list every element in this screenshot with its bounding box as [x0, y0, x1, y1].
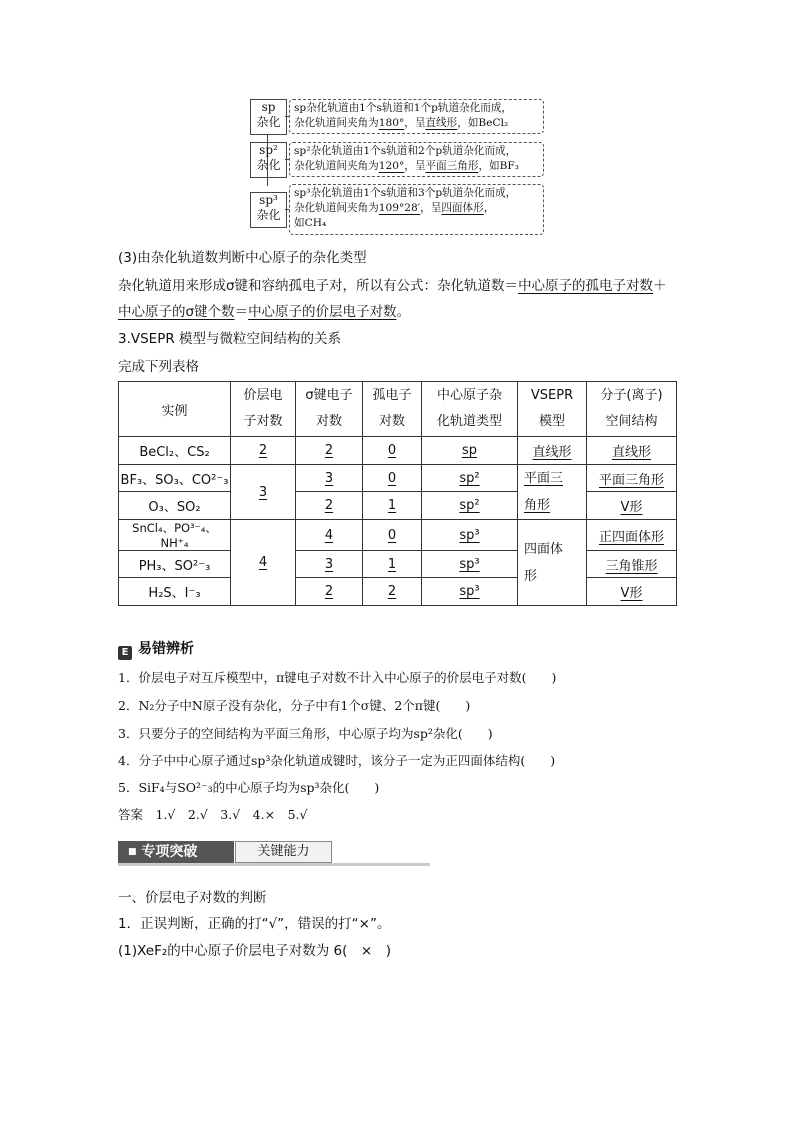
cell-example: O₃、SO₂ — [119, 492, 231, 520]
sp2-description-box — [289, 142, 544, 177]
sp-desc-line1: sp杂化轨道由1个s轨道和1个p轨道杂化而成， — [294, 102, 513, 114]
para3-sigma-count: 中心原子的σ键个数 — [118, 304, 235, 320]
para3-equals: ＝ — [234, 304, 249, 320]
sp-desc-mid: ，呈 — [404, 117, 426, 129]
cell-hyb-value: sp² — [459, 470, 480, 486]
cell-lone — [363, 520, 422, 551]
errors-title — [118, 638, 194, 660]
cell-vsepr-line1: 四面体 — [524, 541, 564, 557]
cell-hyb — [422, 578, 518, 606]
cell-example: BeCl₂、CS₂ — [119, 437, 231, 465]
banner-strip — [118, 863, 430, 866]
banner-key-ability: 关键能力 — [235, 841, 332, 863]
sp2-desc-line2 — [294, 159, 539, 174]
sp2-label-text: sp² — [259, 143, 278, 157]
th-valence — [231, 382, 296, 437]
cell-sigma-value: 3 — [324, 556, 334, 572]
banner-special-breakthrough — [118, 841, 234, 863]
cell-hyb — [422, 551, 518, 578]
para3-period: 。 — [396, 304, 411, 320]
th-hyb — [422, 382, 518, 437]
cell-sigma — [296, 492, 363, 520]
cell-sigma-value: 4 — [324, 527, 334, 543]
cell-lone — [363, 551, 422, 578]
cell-hyb — [422, 520, 518, 551]
section-e-icon: E — [118, 646, 132, 660]
sp3-label-text: sp³ — [259, 193, 278, 207]
banner-left-text: 专项突破 — [141, 844, 198, 860]
para3-line2 — [118, 300, 410, 320]
sp-label-hybrid: 杂化 — [256, 115, 281, 129]
part1-heading: 一、价层电子对数的判断 — [118, 890, 267, 906]
sp2-label-hybrid: 杂化 — [256, 158, 281, 172]
part1-q1-1: (1)XeF₂的中心原子价层电子对数为 6( × ) — [118, 943, 391, 959]
cell-hyb-value: sp³ — [459, 556, 480, 572]
para3-valence-pairs: 中心原子的价层电子对数 — [248, 304, 397, 320]
banner-square-icon: ■ — [128, 847, 137, 857]
para3-line1 — [118, 274, 667, 294]
sp-desc-line2 — [294, 116, 539, 131]
cell-shape-value: V形 — [620, 500, 643, 515]
sp3-description-box — [289, 184, 544, 235]
table-header-row — [119, 382, 677, 437]
table-row — [119, 578, 677, 606]
table-row — [119, 520, 677, 551]
cell-lone — [363, 437, 422, 465]
cell-sigma — [296, 465, 363, 492]
cell-lone-value: 1 — [387, 498, 397, 513]
para3-line1-pre: 杂化轨道用来形成σ键和容纳孤电子对，所以有公式：杂化轨道数＝ — [118, 278, 519, 294]
error-item-1: 1．价层电子对互斥模型中，π键电子对数不计入中心原子的价层电子对数( ) — [118, 670, 557, 685]
th-hyb-1: 中心原子杂 — [436, 388, 502, 403]
table-row — [119, 551, 677, 578]
cell-shape-value: 直线形 — [611, 445, 651, 460]
cell-sigma-value: 2 — [324, 584, 334, 599]
cell-sigma — [296, 578, 363, 606]
cell-shape — [587, 465, 677, 492]
sp-desc-pre: 杂化轨道间夹角为 — [294, 117, 379, 129]
cell-vsepr — [518, 437, 587, 465]
cell-lone-value: 0 — [387, 470, 397, 486]
cell-vsepr-line2: 角形 — [524, 498, 551, 513]
para3-lone-pairs: 中心原子的孤电子对数 — [518, 278, 654, 294]
cell-vsepr — [518, 520, 587, 606]
cell-shape-value: 三角锥形 — [605, 558, 658, 574]
sp-label-text: sp — [261, 100, 276, 114]
error-item-5: 5．SiF₄与SO²⁻₃的中心原子均为sp³杂化( ) — [118, 780, 380, 795]
cell-sigma — [296, 551, 363, 578]
cell-valence — [231, 465, 296, 520]
cell-hyb-value: sp³ — [459, 527, 480, 543]
cell-hyb-value: sp — [461, 443, 478, 458]
para3-heading: (3)由杂化轨道数判断中心原子的杂化类型 — [118, 250, 367, 266]
sp3-hybrid-label — [250, 192, 287, 228]
sp3-desc-post: ， — [483, 202, 495, 214]
cell-shape — [587, 492, 677, 520]
cell-hyb-value: sp² — [459, 498, 480, 513]
th-sigma-1: σ键电子 — [305, 388, 353, 403]
cell-shape-value: 正四面体形 — [598, 529, 664, 545]
errors-title-text: 易错辨析 — [138, 641, 194, 657]
th-vsepr — [518, 382, 587, 437]
th-vsepr-2: 模型 — [538, 414, 565, 429]
cell-shape — [587, 551, 677, 578]
cell-shape — [587, 520, 677, 551]
cell-example: H₂S、I⁻₃ — [119, 578, 231, 606]
th-example — [119, 382, 231, 437]
cell-lone — [363, 465, 422, 492]
cell-hyb — [422, 437, 518, 465]
sp2-shape: 平面三角形 — [425, 160, 479, 172]
cell-valence — [231, 520, 296, 606]
table-row — [119, 492, 677, 520]
table-row — [119, 437, 677, 465]
sp3-angle: 109°28′ — [378, 202, 421, 214]
sp2-desc-line1: sp²杂化轨道由1个s轨道和2个p轨道杂化而成， — [294, 145, 517, 157]
th-hyb-2: 化轨道类型 — [436, 414, 502, 429]
section3-instruction: 完成下列表格 — [118, 359, 199, 375]
error-item-3: 3．只要分子的空间结构为平面三角形，中心原子均为sp²杂化( ) — [118, 726, 493, 741]
cell-valence-value: 2 — [258, 443, 268, 458]
sp3-shape: 四面体形 — [441, 202, 484, 214]
sp3-desc-pre: 杂化轨道间夹角为 — [294, 202, 379, 214]
sp2-angle: 120° — [378, 160, 405, 172]
sp2-desc-pre: 杂化轨道间夹角为 — [294, 160, 379, 172]
cell-sigma-value: 2 — [324, 443, 334, 458]
cell-lone-value: 1 — [387, 556, 397, 572]
cell-sigma-value: 3 — [324, 470, 334, 486]
th-sigma — [296, 382, 363, 437]
cell-shape — [587, 437, 677, 465]
cell-vsepr-line2: 形 — [524, 568, 538, 584]
errors-answer: 答案 1.√ 2.√ 3.√ 4.× 5.√ — [118, 807, 308, 822]
th-shape — [587, 382, 677, 437]
part1-q1: 1．正误判断，正确的打“√”，错误的打“×”。 — [118, 916, 391, 932]
sp-desc-post: ，如BeCl₂ — [457, 117, 509, 129]
cell-shape — [587, 578, 677, 606]
th-lone-2: 对数 — [378, 414, 405, 429]
sp2-hybrid-label — [250, 142, 287, 178]
cell-lone-value: 2 — [387, 584, 397, 599]
th-lone-1: 孤电子 — [372, 388, 412, 403]
sp-angle: 180° — [378, 117, 405, 129]
cell-hyb — [422, 492, 518, 520]
sp-hybrid-label — [250, 99, 287, 135]
table-row — [119, 465, 677, 492]
vsepr-table — [118, 381, 677, 606]
sp2-desc-mid: ，呈 — [404, 160, 426, 172]
th-example-text: 实例 — [161, 403, 188, 419]
sp3-desc-line1: sp³杂化轨道由1个s轨道和3个p轨道杂化而成， — [294, 187, 517, 199]
th-lone — [363, 382, 422, 437]
error-item-2: 2．N₂分子中N原子没有杂化，分子中有1个σ键、2个π键( ) — [118, 698, 471, 713]
cell-hyb — [422, 465, 518, 492]
sp-shape: 直线形 — [425, 117, 458, 129]
cell-example: BF₃、SO₃、CO²⁻₃ — [119, 465, 231, 492]
cell-valence-value: 3 — [258, 484, 268, 500]
cell-sigma-value: 2 — [324, 498, 334, 513]
cell-lone — [363, 578, 422, 606]
th-vsepr-1: VSEPR — [530, 388, 574, 403]
sp-description-box — [289, 99, 544, 134]
cell-vsepr — [518, 465, 587, 520]
cell-vsepr-value: 直线形 — [532, 445, 572, 460]
cell-example: PH₃、SO²⁻₃ — [119, 551, 231, 578]
th-shape-2: 空间结构 — [605, 414, 658, 429]
cell-lone-value: 0 — [387, 527, 397, 543]
para3-plus: ＋ — [653, 278, 667, 294]
sp3-desc-mid: ，呈 — [420, 202, 442, 214]
sp3-label-hybrid: 杂化 — [256, 208, 281, 222]
sp2-desc-post: ，如BF₃ — [478, 160, 520, 172]
sp3-desc-line2 — [294, 201, 539, 216]
cell-valence-value: 4 — [258, 555, 268, 570]
cell-lone-value: 0 — [387, 443, 397, 458]
cell-sigma — [296, 437, 363, 465]
th-valence-1: 价层电 — [243, 388, 283, 403]
cell-sigma — [296, 520, 363, 551]
sp3-desc-line3: 如CH₄ — [294, 217, 327, 229]
cell-example: SnCl₄、PO³⁻₄、NH⁺₄ — [119, 520, 231, 551]
th-shape-1: 分子(离子) — [600, 388, 663, 403]
section3-heading: 3.VSEPR 模型与微粒空间结构的关系 — [118, 331, 342, 347]
cell-shape-value: V形 — [620, 586, 643, 601]
th-sigma-2: 对数 — [315, 414, 342, 429]
cell-valence — [231, 437, 296, 465]
error-item-4: 4．分子中中心原子通过sp³杂化轨道成键时，该分子一定为正四面体结构( ) — [118, 753, 556, 768]
cell-shape-value: 平面三角形 — [598, 472, 664, 488]
cell-lone — [363, 492, 422, 520]
cell-hyb-value: sp³ — [459, 584, 480, 599]
section-banner — [118, 841, 430, 865]
th-valence-2: 子对数 — [243, 414, 283, 429]
cell-vsepr-line1: 平面三 — [524, 471, 564, 486]
